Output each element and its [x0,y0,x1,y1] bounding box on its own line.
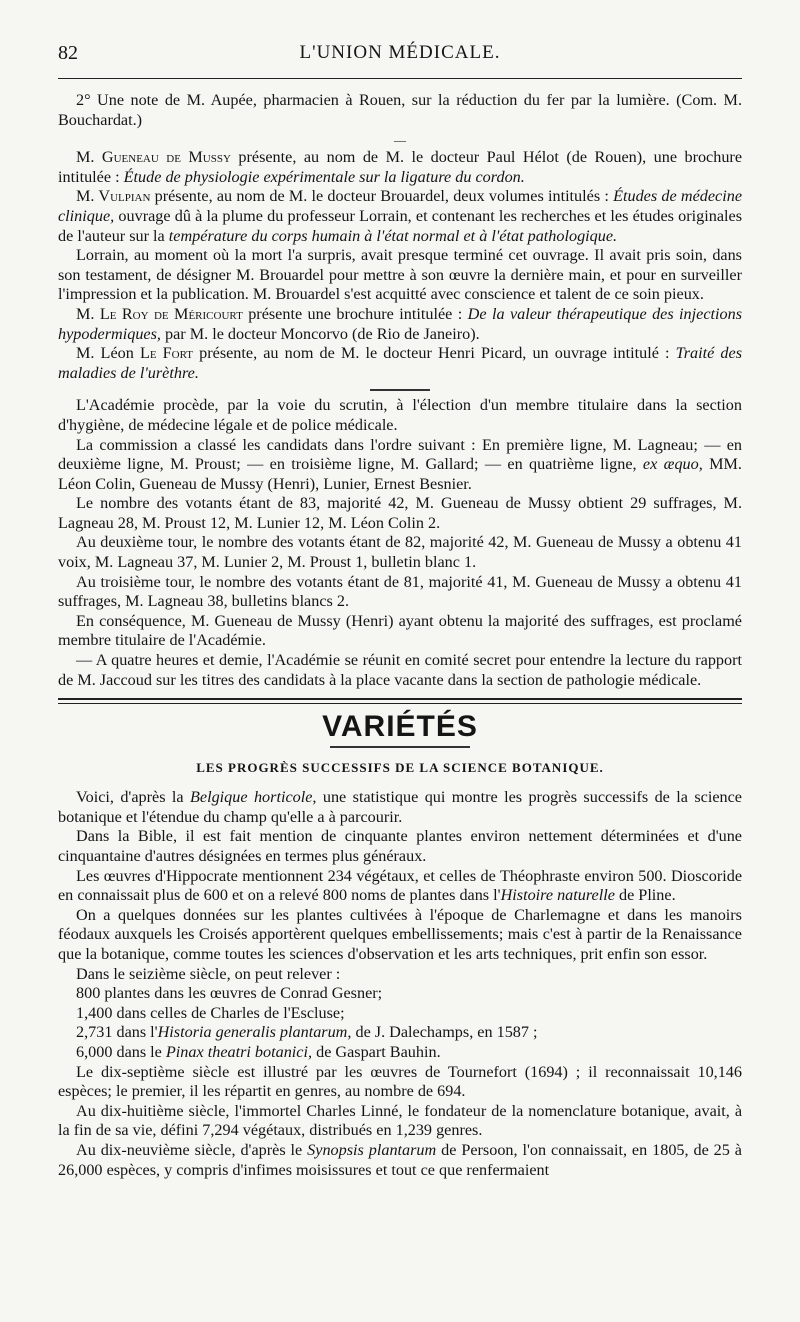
header-rule [58,78,742,79]
work-title: température du corps humain à l'état normal et à l'état pathologique. [168,226,618,245]
article-title: LES PROGRÈS SUCCESSIFS DE LA SCIENCE BOTANIQUE. [196,760,604,776]
work-title: Traité des maladies de l'urèthre. [58,344,743,382]
page [58,42,742,1180]
running-title: L'UNION MÉDICALE. [299,42,501,63]
paragraph-commission: La commission a classé les candidats dans l'ordre suivant : En première ligne, M. Lagneau; — en deuxième ligne, M. Proust; — en troisième ligne, M. Gallard; — en quatrième ligne, ex æquo, MM. Léon Colin, Gueneau de Mussy (Henri), Lunier, Ernest Besnier. [58,435,742,493]
person-name: M. Gueneau de Mussy [76,148,231,167]
page-header [58,42,742,78]
paragraph-proclamation: En conséquence, M. Gueneau de Mussy (Henri) ayant obtenu la majorité des suffrages, est proclamé membre titulaire de l'Académie. [58,611,742,650]
list-item: 6,000 dans le Pinax theatri botanici, de Gaspart Bauhin. [76,1042,441,1061]
paragraph-first-round: Le nombre des votants étant de 83, majorité 42, M. Gueneau de Mussy obtient 29 suffrages, M. Lagneau 28, M. Proust 12, M. Lunier 12, M. Léon Colin 2. [58,494,742,532]
paragraph-intro: Voici, d'après la Belgique horticole, une statistique qui montre les progrès successifs de la science botanique et l'étendue du champ qu'elle a à parcourir. [58,788,742,826]
person-name: M. Vulpian [76,187,151,206]
paragraph-aupee-note: 2° Une note de M. Aupée, pharmacien à Rouen, sur la réduction du fer par la lumière. (Com. M. Bouchardat.) [58,91,742,129]
paragraph-vulpian-volumes: M. Vulpian présente, au nom de M. le docteur Brouardel, deux volumes intitulés : Études de médecine clinique, ouvrage dû à la plume du professeur Lorrain, et contenant les recherches et les études originales de l'auteur sur la température du corps humain à l'état normal et à l'état pathologique. [58,187,742,245]
title-underline [330,746,470,748]
work-title: Étude de physiologie expérimentale sur la ligature du cordon. [123,167,525,186]
paragraph-le-fort: M. Léon Le Fort présente, au nom de M. le docteur Henri Picard, un ouvrage intitulé : Traité des maladies de l'urèthre. [58,344,743,382]
publication-title: Synopsis plantarum [307,1140,437,1159]
work-title: Études de médecine clinique, [58,187,742,225]
paragraph-third-round: Au troisième tour, le nombre des votants étant de 81, majorité 41, M. Gueneau de Mussy a obtenu 41 suffrages, M. Lagneau 38, bulletins blancs 2. [58,572,742,611]
paragraph-antiquity: Les œuvres d'Hippocrate mentionnent 234 végétaux, et celles de Théophraste environ 500. Dioscoride en connaissait plus de 600 et on a relevé 800 noms de plantes dans l'Histoire naturelle de Pline. [58,866,742,905]
list-item: 1,400 dans celles de Charles de l'Escluse; [76,1003,345,1022]
section-title: VARIÉTÉS [322,710,478,744]
paragraph-sixteenth-century: Dans le seizième siècle, on peut relever : [76,964,341,983]
paragraph-election: L'Académie procède, par la voie du scrutin, à l'élection d'un membre titulaire dans la section d'hygiène, de médecine légale et de police médicale. [58,396,742,434]
work-title: De la valeur thérapeutique des injections hypodermiques, [58,304,742,343]
paragraph-le-roy: M. Le Roy de Méricourt présente une brochure intitulée : De la valeur thérapeutique des injections hypodermiques, par M. le docteur Moncorvo (de Rio de Janeiro). [58,304,742,343]
paragraph-middle-ages: On a quelques données sur les plantes cultivées à l'époque de Charlemagne et dans les manoirs féodaux auxquels les Croisés apportèrent quelques embellissements; mais c'est à partir de la Renaissance que la botanique, comme toutes les sciences d'observation et les arts techniques, prit enfin son essor. [58,905,742,963]
publication-title: Histoire naturelle [500,886,615,905]
person-name: M. Le Roy de Méricourt [76,304,243,323]
paragraph-second-round: Au deuxième tour, le nombre des votants étant de 82, majorité 42, M. Gueneau de Mussy a obtenu 41 voix, M. Lagneau 37, M. Lunier 2, M. Proust 1, bulletin blanc 1. [58,533,742,572]
paragraph-lorrain: Lorrain, au moment où la mort l'a surpris, avait presque terminé cet ouvrage. Il avait pris soin, dans son testament, de désigner M. Brouardel pour mettre à son œuvre la dernière main, et pour en surveiller l'impression et la publication. M. Brouardel s'est acquitté avec conscience et talent de ce soin pieux. [58,246,742,304]
botany-article [58,788,742,1180]
paragraph-seventeenth-century: Le dix-septième siècle est illustré par les œuvres de Tournefort (1694) ; il reconnaissait 10,146 espèces; le premier, il les répartit en genres, au nombre de 694. [58,1062,742,1101]
publication-title: Historia generalis plantarum, [157,1023,352,1042]
paragraph-bible: Dans la Bible, il est fait mention de cinquante plantes environ nettement déterminées et d'une cinquantaine d'autres désignées en termes plus généraux. [58,827,742,865]
section-divider [58,698,742,704]
paragraph-nineteenth-century: Au dix-neuvième siècle, d'après le Synopsis plantarum de Persoon, l'on connaissait, en 1805, de 25 à 26,000 espèces, y compris d'infimes moisissures et tout ce que renfermaient [58,1140,742,1179]
paragraph-gueneau-brochure: M. Gueneau de Mussy présente, au nom de M. le docteur Paul Hélot (de Rouen), une brochure intitulée : Étude de physiologie expérimentale sur la ligature du cordon. [58,148,743,186]
separator-rule [370,389,430,391]
publication-title: Belgique horticole, [190,788,317,807]
person-name: Le Fort [139,344,194,363]
academy-proceedings [58,91,742,690]
minor-separator: — [394,133,406,148]
list-item: 2,731 dans l'Historia generalis plantarum, de J. Dalechamps, en 1587 ; [76,1023,538,1042]
paragraph-eighteenth-century: Au dix-huitième siècle, l'immortel Charles Linné, le fondateur de la nomenclature botanique, avait, à la fin de sa vie, défini 7,294 végétaux, distribués en 1,239 genres. [58,1101,742,1140]
publication-title: Pinax theatri botanici, [165,1042,313,1061]
paragraph-secret-committee: — A quatre heures et demie, l'Académie se réunit en comité secret pour entendre la lecture du rapport de M. Jaccoud sur les titres des candidats à la place vacante dans la section de pathologie médicale. [58,651,742,689]
list-item: 800 plantes dans les œuvres de Conrad Gesner; [76,984,383,1003]
page-number: 82 [58,42,78,64]
